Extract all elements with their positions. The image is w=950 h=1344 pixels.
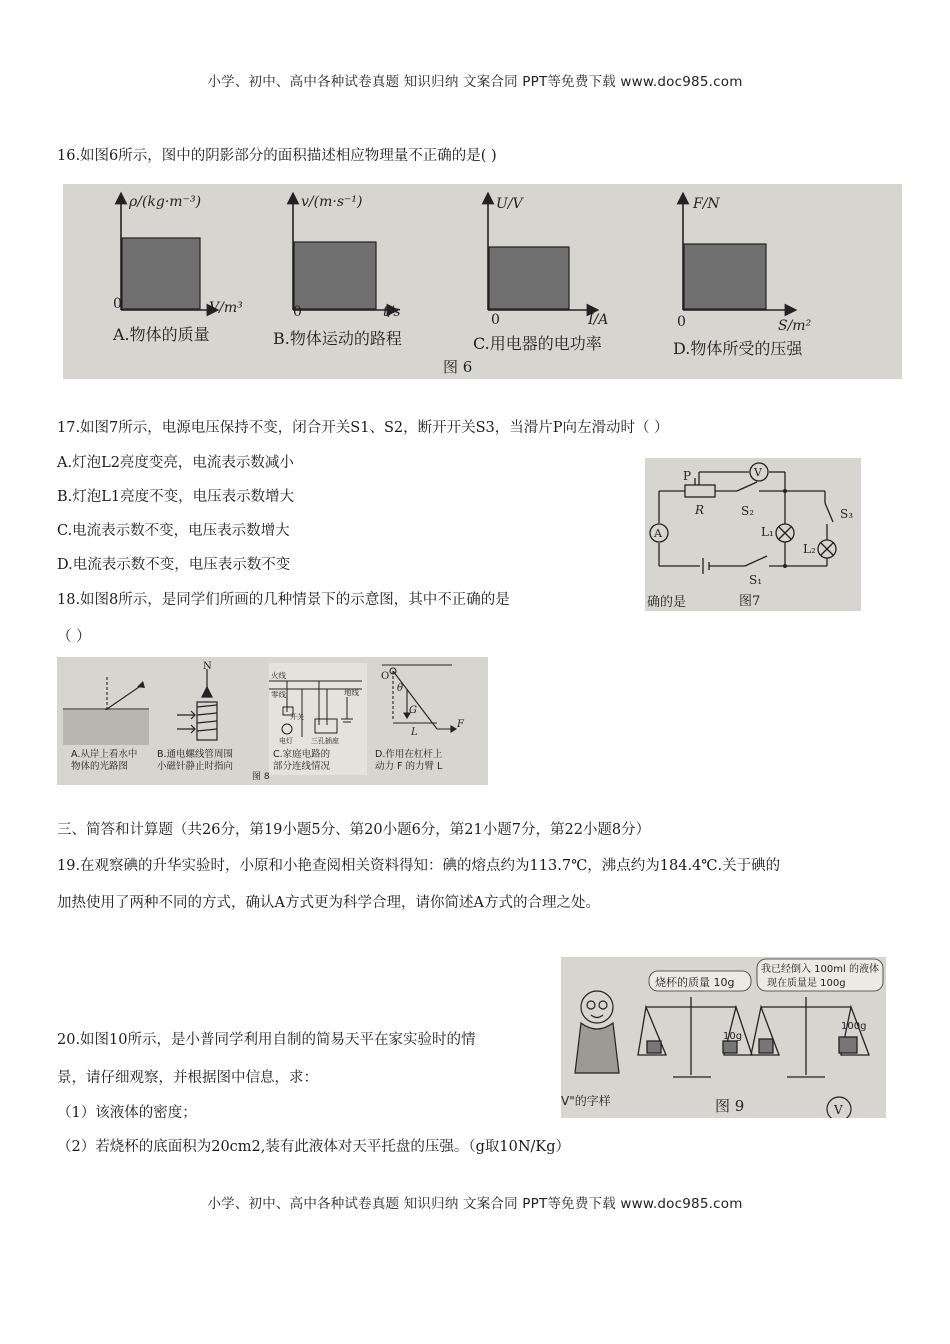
fig8-d-line1: D.作用在杠杆上 (375, 749, 443, 760)
fig8-o-label: O (381, 671, 390, 682)
figure-7-caption: 图7 (739, 594, 761, 609)
option-d-label: D.物体所受的压强 (673, 339, 803, 358)
option-c-label: C.用电器的电功率 (473, 334, 602, 353)
figure-6 (63, 184, 902, 379)
fig8-c-line1: C.家庭电路的 (273, 749, 331, 760)
fig8-lamp-label: 电灯 (279, 737, 293, 745)
fig8-fire-label: 火线 (271, 671, 286, 680)
figure-8-caption: 图 8 (252, 772, 270, 782)
label-a: A (654, 527, 662, 540)
label-r: R (695, 503, 705, 517)
fig8-g-label: G (409, 705, 417, 716)
graph-c-xlabel: I/A (588, 312, 609, 328)
figure-7-circuit (645, 458, 861, 611)
figure-6-graphic (63, 184, 902, 379)
graph-c-ylabel: U/V (496, 196, 523, 212)
fig8-socket-label: 三孔插座 (311, 737, 339, 745)
graph-a-shaded-area (122, 238, 200, 309)
fig8-d-line2: 动力 F 的力臂 L (375, 761, 443, 772)
q19-line-1: 19.在观察碘的升华实验时，小原和小艳查阅相关资料得知：碘的熔点约为113.7℃，沸点约为184.4℃.关于碘的 (57, 858, 781, 874)
graph-a-origin: 0 (113, 296, 122, 312)
fig9-bubble-2b: 现在质量是 100g (767, 978, 846, 989)
fig8-n-label: N (203, 661, 212, 672)
fig9-bubble-2a: 我已经倒入 100ml 的液体 (761, 964, 879, 975)
figure-8-graphic (57, 657, 488, 785)
fig8-c-line2: 部分连线情况 (273, 761, 331, 772)
label-s2: S₂ (741, 504, 755, 518)
figure-9 (561, 957, 886, 1118)
q17-option-a: A.灯泡L2亮度变亮，电流表示数减小 (57, 455, 294, 471)
label-s3: S₃ (840, 507, 854, 521)
label-s1: S₁ (749, 573, 763, 587)
q20-line-1: 20.如图10所示，是小普同学利用自制的简易天平在家实验时的情 (57, 1032, 476, 1048)
fig9-bubble-1: 烧杯的质量 10g (655, 976, 735, 989)
q16-stem: 16.如图6所示，图中的阴影部分的面积描述相应物理量不正确的是( ) (57, 148, 497, 164)
option-b-label: B.物体运动的路程 (273, 329, 402, 348)
fig8-f-label: F (457, 719, 464, 730)
fig8-a-line1: A.从岸上看水中 (71, 749, 138, 760)
page-header: 小学、初中、高中各种试卷真题 知识归纳 文案合同 PPT等免费下载 www.doc985.com (207, 74, 743, 90)
graph-b-shaded-area (294, 242, 376, 309)
graph-c-origin: 0 (491, 312, 500, 328)
fig8-b-line2: 小磁针静止时指向 (157, 761, 234, 772)
fig8-a-line2: 物体的光路图 (71, 761, 129, 772)
graph-b-xlabel: t/s (383, 304, 401, 320)
fig8-switch-label: 开关 (290, 713, 304, 721)
q20-sub-2: （2）若烧杯的底面积为20cm2,装有此液体对天平托盘的压强。（g取10N/Kg） (57, 1139, 571, 1155)
fig9-weight-1: 10g (723, 1031, 743, 1042)
q18-stem: 18.如图8所示，是同学们所画的几种情景下的示意图，其中不正确的是 (57, 592, 510, 608)
graph-a-ylabel: ρ/(kg·m⁻³) (129, 194, 202, 210)
q20-line-2: 景，请仔细观察，并根据图中信息，求： (57, 1070, 318, 1086)
fig8-b-line1: B.通电螺线管周围 (157, 749, 234, 760)
graph-a-xlabel: V/m³ (209, 300, 243, 316)
graph-b (273, 194, 402, 348)
q17-option-d: D.电流表示数不变，电压表示数不变 (57, 557, 291, 573)
fig8-l-label: L (411, 727, 418, 738)
section-3-title: 三、简答和计算题（共26分，第19小题5分、第20小题6分，第21小题7分，第22小题8分） (57, 822, 651, 838)
graph-c-shaded-area (489, 247, 569, 309)
option-a-label: A.物体的质量 (113, 325, 210, 344)
fig8-ground-label: 地线 (344, 688, 359, 697)
figure-8 (57, 657, 488, 785)
label-l2: L₂ (803, 542, 816, 556)
fig9-v-label: V (834, 1103, 843, 1117)
graph-d-ylabel: F/N (693, 196, 720, 212)
q17-option-c: C.电流表示数不变，电压表示数增大 (57, 523, 290, 539)
q18-paren: （ ） (57, 629, 91, 645)
graph-c (473, 196, 608, 353)
figure-7-cut-text: 确的是 (647, 595, 687, 610)
fig9-weight-2: 100g (841, 1021, 867, 1032)
q19-line-2: 加热使用了两种不同的方式，确认A方式更为科学合理，请你简述A方式的合理之处。 (57, 895, 600, 911)
graph-b-origin: 0 (293, 304, 302, 320)
figure-6-caption: 图 6 (443, 358, 473, 376)
graph-d (673, 196, 812, 358)
q20-sub-1: （1）该液体的密度； (57, 1105, 197, 1121)
label-l1: L₁ (761, 525, 774, 539)
label-v: V (754, 466, 762, 479)
figure-7 (645, 458, 861, 611)
graph-d-xlabel: S/m² (778, 318, 812, 334)
figure-9-graphic (561, 957, 886, 1118)
figure-9-caption: 图 9 (715, 1097, 745, 1115)
graph-d-origin: 0 (677, 314, 686, 330)
q17-option-b: B.灯泡L1亮度不变，电压表示数增大 (57, 489, 295, 505)
q17-stem: 17.如图7所示，电源电压保持不变，闭合开关S1、S2，断开开关S3，当滑片P向左滑动时（ ） (57, 420, 669, 436)
fig9-cut-text: V"的字样 (561, 1094, 611, 1108)
fig8-zero-label: 零线 (271, 690, 286, 699)
page-footer: 小学、初中、高中各种试卷真题 知识归纳 文案合同 PPT等免费下载 www.doc985.com (207, 1196, 743, 1212)
fig8-theta-label: θ (397, 683, 404, 694)
graph-d-shaded-area (684, 244, 766, 309)
graph-a (112, 194, 243, 344)
graph-b-ylabel: v/(m·s⁻¹) (301, 194, 363, 210)
label-p: P (683, 469, 692, 483)
